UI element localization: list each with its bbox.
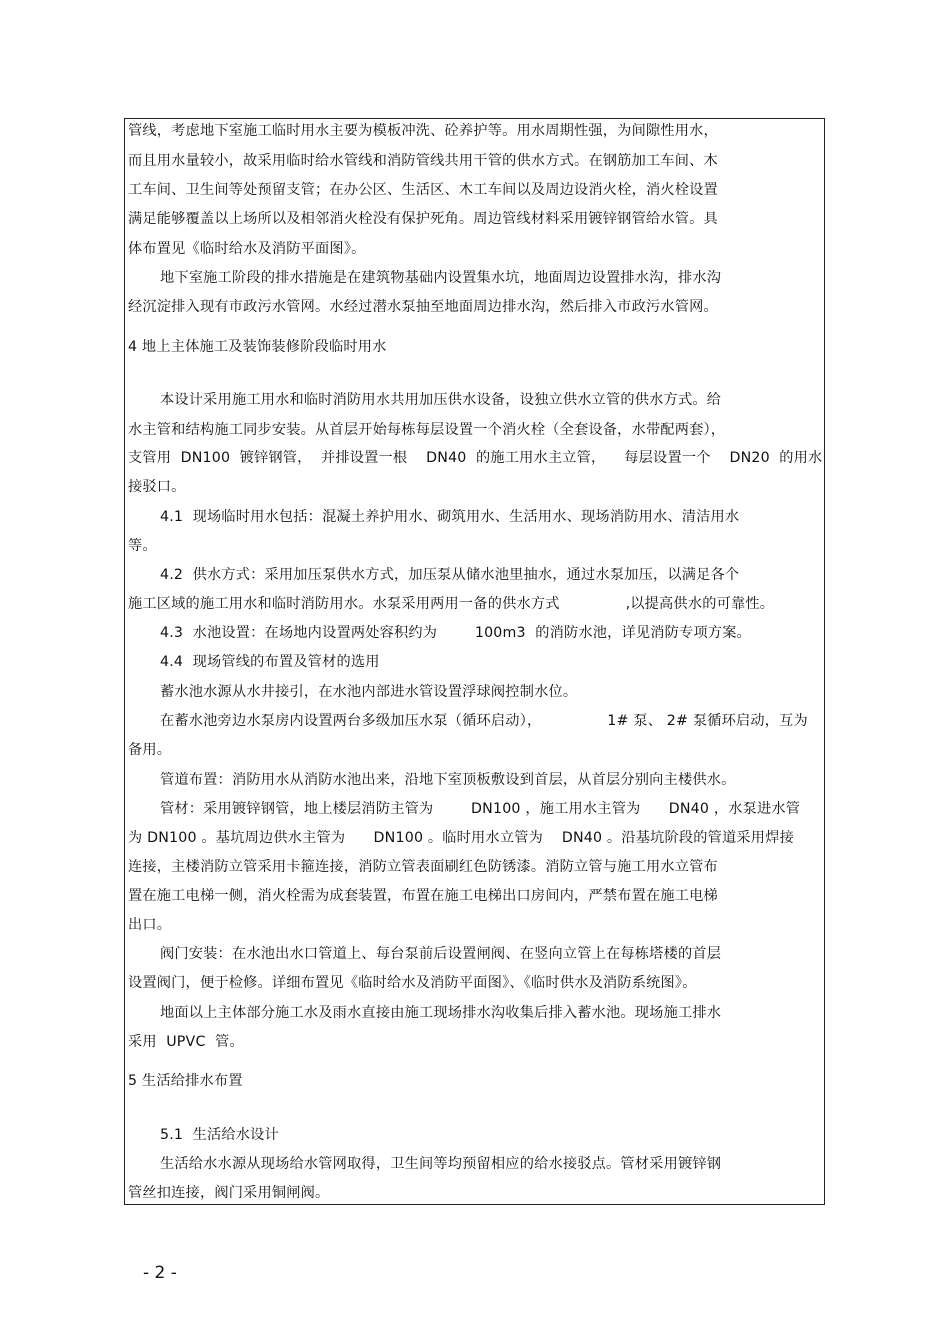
body-text-line: 连接，主楼消防立管采用卡箍连接，消防立管表面刷红色防锈漆。消防立管与施工用水立管布 xyxy=(128,859,718,875)
body-text-line: 接驳口。 xyxy=(128,479,186,495)
body-text-line: 地面以上主体部分施工水及雨水直接由施工现场排水沟收集后排入蓄水池。现场施工排水 xyxy=(160,1005,722,1021)
subsection-heading: 4.4 现场管线的布置及管材的选用 xyxy=(160,654,380,670)
body-text-line: 管道布置：消防用水从消防水池出来，沿地下室顶板敷设到首层，从首层分别向主楼供水。 xyxy=(160,772,736,788)
body-text-line: 生活给水水源从现场给水管网取得，卫生间等均预留相应的给水接驳点。管材采用镀锌钢 xyxy=(160,1156,722,1172)
body-text-line: 支管用 DN100 镀锌钢管， 并排设置一根 DN40 的施工用水主立管， 每层设置一个 DN20 的用水 xyxy=(128,450,823,466)
section-heading: 4 地上主体施工及装饰装修阶段临时用水 xyxy=(128,339,387,355)
body-text-line: 4.1 现场临时用水包括：混凝土养护用水、砌筑用水、生活用水、现场消防用水、清洁用水 xyxy=(160,509,740,525)
body-text-line: 工车间、卫生间等处预留支管；在办公区、生活区、木工车间以及周边设消火栓，消火栓设置 xyxy=(128,182,718,198)
subsection-heading: 5.1 生活给水设计 xyxy=(160,1127,279,1143)
body-text-line: 本设计采用施工用水和临时消防用水共用加压供水设备，设独立供水立管的供水方式。给 xyxy=(160,392,722,408)
body-text-line: 采用 UPVC 管。 xyxy=(128,1034,244,1050)
page-number: - 2 - xyxy=(143,1263,177,1283)
body-text-line: 阀门安装：在水池出水口管道上、每台泵前后设置闸阀、在竖向立管上在每栋塔楼的首层 xyxy=(160,946,722,962)
body-text-line: 设置阀门，便于检修。详细布置见《临时给水及消防平面图》、《临时供水及消防系统图》。 xyxy=(128,975,697,991)
body-text-line: 而且用水量较小，故采用临时给水管线和消防管线共用干管的供水方式。在钢筋加工车间、木 xyxy=(128,153,718,169)
body-text-line: 蓄水池水源从水井接引，在水池内部进水管设置浮球阀控制水位。 xyxy=(160,684,578,700)
body-text-line: 管丝扣连接，阀门采用铜闸阀。 xyxy=(128,1185,330,1201)
body-text-line: 地下室施工阶段的排水措施是在建筑物基础内设置集水坑，地面周边设置排水沟，排水沟 xyxy=(160,270,722,286)
body-text-line: 水主管和结构施工同步安装。从首层开始每栋每层设置一个消火栓（全套设备，水带配两套）， xyxy=(128,422,726,438)
body-text-line: 经沉淀排入现有市政污水管网。水经过潜水泵抽至地面周边排水沟，然后排入市政污水管网。 xyxy=(128,299,718,315)
body-text-line: 体布置见《临时给水及消防平面图》。 xyxy=(128,241,366,257)
body-text-line: 在蓄水池旁边水泵房内设置两台多级加压水泵（循环启动）， 1# 泵、 2# 泵循环启动，互为 xyxy=(160,713,808,729)
body-text-line: 置在施工电梯一侧，消火栓需为成套装置，布置在施工电梯出口房间内，严禁布置在施工电梯 xyxy=(128,888,718,904)
body-text-line: 管材：采用镀锌钢管，地上楼层消防主管为 DN100 ，施工用水主管为 DN40 ，水泵进水管 xyxy=(160,801,801,817)
body-text-line: 管线，考虑地下室施工临时用水主要为模板冲洗、砼养护等。用水周期性强，为间隙性用水， xyxy=(128,123,718,139)
section-heading: 5 生活给排水布置 xyxy=(128,1073,243,1089)
body-text-line: 施工区域的施工用水和临时消防用水。水泵采用两用一备的供水方式 ,以提高供水的可靠性。 xyxy=(128,596,775,612)
body-text-line: 等。 xyxy=(128,538,157,554)
body-text-line: 为 DN100 。基坑周边供水主管为 DN100 。临时用水立管为 DN40 。沿基坑阶段的管道采用焊接 xyxy=(128,830,794,846)
body-text-line: 满足能够覆盖以上场所以及相邻消火栓没有保护死角。周边管线材料采用镀锌钢管给水管。具 xyxy=(128,211,718,227)
body-text-line: 4.2 供水方式：采用加压泵供水方式，加压泵从储水池里抽水，通过水泵加压，以满足各个 xyxy=(160,567,740,583)
body-text-line: 出口。 xyxy=(128,917,172,933)
body-text-line: 备用。 xyxy=(128,742,172,758)
body-text-line: 4.3 水池设置：在场地内设置两处容积约为 100m3 的消防水池，详见消防专项方案。 xyxy=(160,625,752,641)
